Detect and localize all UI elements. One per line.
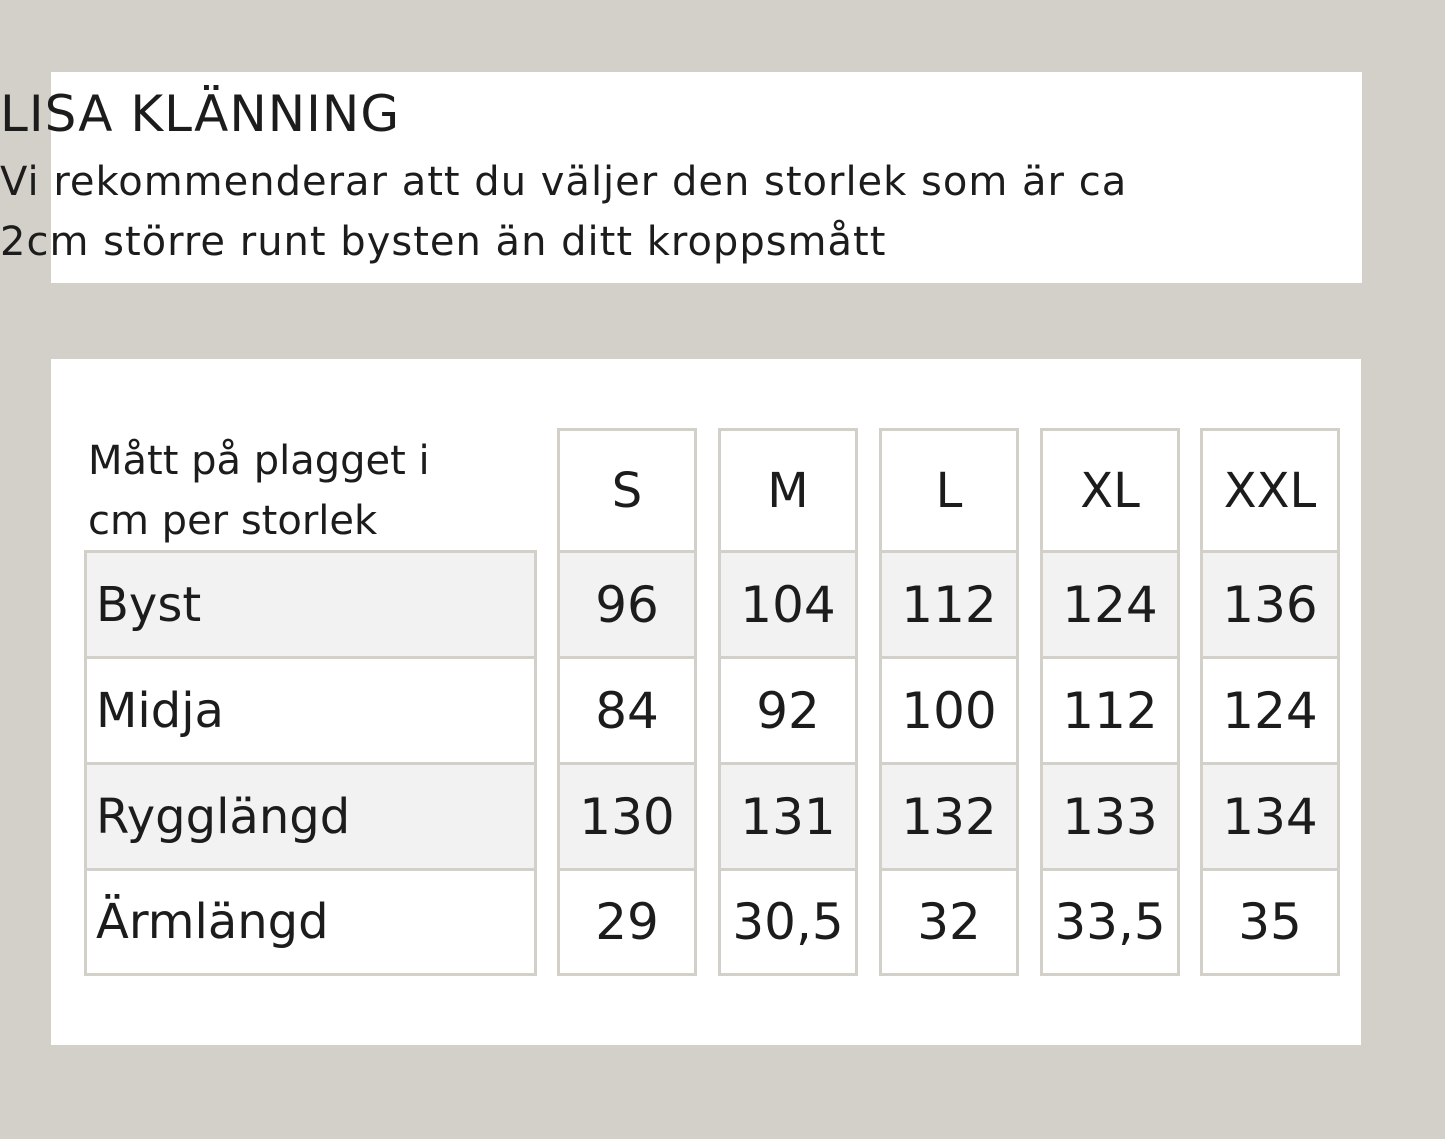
table-cell: 100 <box>879 656 1019 765</box>
table-caption-line-1: Mått på plagget i <box>88 438 430 484</box>
row-label-armlangd: Ärmlängd <box>84 868 537 976</box>
table-cell: 29 <box>557 868 697 976</box>
table-cell: 30,5 <box>718 868 858 976</box>
size-header-s: S <box>557 428 697 553</box>
table-caption <box>88 431 430 551</box>
table-cell: 134 <box>1200 762 1340 871</box>
size-header-l: L <box>879 428 1019 553</box>
table-cell: 35 <box>1200 868 1340 976</box>
row-label-byst: Byst <box>84 550 537 659</box>
table-cell: 84 <box>557 656 697 765</box>
page-title: LISA KLÄNNING <box>0 85 401 143</box>
size-header-xxl: XXL <box>1200 428 1340 553</box>
row-label-rygglangd: Rygglängd <box>84 762 537 871</box>
table-cell: 131 <box>718 762 858 871</box>
table-cell: 133 <box>1040 762 1180 871</box>
size-header-m: M <box>718 428 858 553</box>
table-cell: 104 <box>718 550 858 659</box>
table-cell: 132 <box>879 762 1019 871</box>
subtitle-line-2: 2cm större runt bysten än ditt kroppsmått <box>0 219 887 265</box>
table-cell: 112 <box>879 550 1019 659</box>
row-label-midja: Midja <box>84 656 537 765</box>
size-header-xl: XL <box>1040 428 1180 553</box>
table-cell: 130 <box>557 762 697 871</box>
subtitle-line-1: Vi rekommenderar att du väljer den storlek som är ca <box>0 159 1128 205</box>
table-cell: 124 <box>1200 656 1340 765</box>
table-cell: 33,5 <box>1040 868 1180 976</box>
table-cell: 124 <box>1040 550 1180 659</box>
table-cell: 96 <box>557 550 697 659</box>
table-cell: 32 <box>879 868 1019 976</box>
table-cell: 92 <box>718 656 858 765</box>
table-caption-line-2: cm per storlek <box>88 498 378 544</box>
table-cell: 136 <box>1200 550 1340 659</box>
table-cell: 112 <box>1040 656 1180 765</box>
